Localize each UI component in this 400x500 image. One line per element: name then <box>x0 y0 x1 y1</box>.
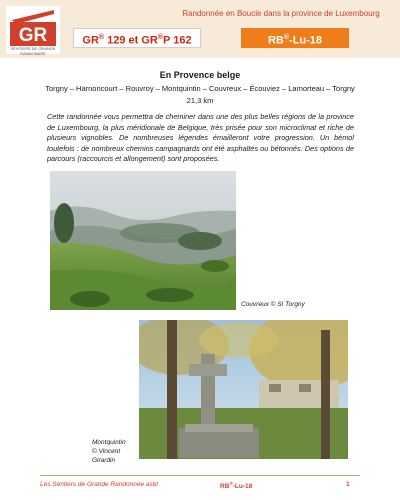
photo-caption-place: Montquintin <box>92 439 126 446</box>
gr-label-a: GR <box>82 34 99 47</box>
photo-caption-credit: © Vincent Girardin <box>92 448 121 465</box>
gr-route-badge <box>73 28 201 48</box>
route-villages: Torgny – Harnoncourt – Rouvroy – Montquintin – Couvreux – Écouviez – Lamorteau – Torgny <box>45 84 355 93</box>
gr-label-c: P 162 <box>163 34 192 47</box>
photo-caption-couvreux: Couvreux © SI Torgny <box>241 301 305 308</box>
rb-route-badge <box>241 28 349 48</box>
logo-caption: SENTIERS DE GRANDE RANDONNÉE <box>10 46 56 56</box>
gr-logo <box>6 6 60 54</box>
registered-mark: ® <box>283 34 290 41</box>
footer-route-code <box>220 481 252 490</box>
page-number: 1 <box>346 481 350 488</box>
registered-mark: ® <box>98 34 105 41</box>
rb-label-b: -Lu-18 <box>289 34 323 47</box>
gr-label-b: 129 et GR <box>107 34 158 47</box>
landscape-photo <box>50 171 236 310</box>
section-title: En Provence belge <box>159 70 241 80</box>
footer-rb-a: RB <box>220 483 230 491</box>
photo-caption-montquintin <box>92 438 136 465</box>
stone-cross-photo <box>139 320 348 459</box>
rb-label-a: RB <box>267 34 284 47</box>
route-distance: 21,3 km <box>186 96 214 105</box>
registered-mark: ® <box>229 481 233 486</box>
page-header-title: Randonnée en Boucle dans la province de Luxembourg <box>182 9 380 18</box>
footer-divider <box>40 475 360 476</box>
logo-text: GR <box>18 25 48 46</box>
intro-paragraph: Cette randonnée vous permettra de cheminer dans une des plus belles régions de la province de Luxembourg, la plus méridionale de Belgique, très prisée pour son microclimat et riche de plusieurs vignobles. De nombreuses légendes émailleront votre progression. Un bémol toutefois : de nombreux chemins campagnards ont été asphaltés ou bétonnés. Des options de parcours (raccourcis et allongement) sont proposées. <box>47 112 354 164</box>
footer-rb-b: -Lu-18 <box>232 483 253 491</box>
registered-mark: ® <box>157 34 164 41</box>
footer-organization: Les Sentiers de Grande Randonnée asbl <box>40 481 158 488</box>
